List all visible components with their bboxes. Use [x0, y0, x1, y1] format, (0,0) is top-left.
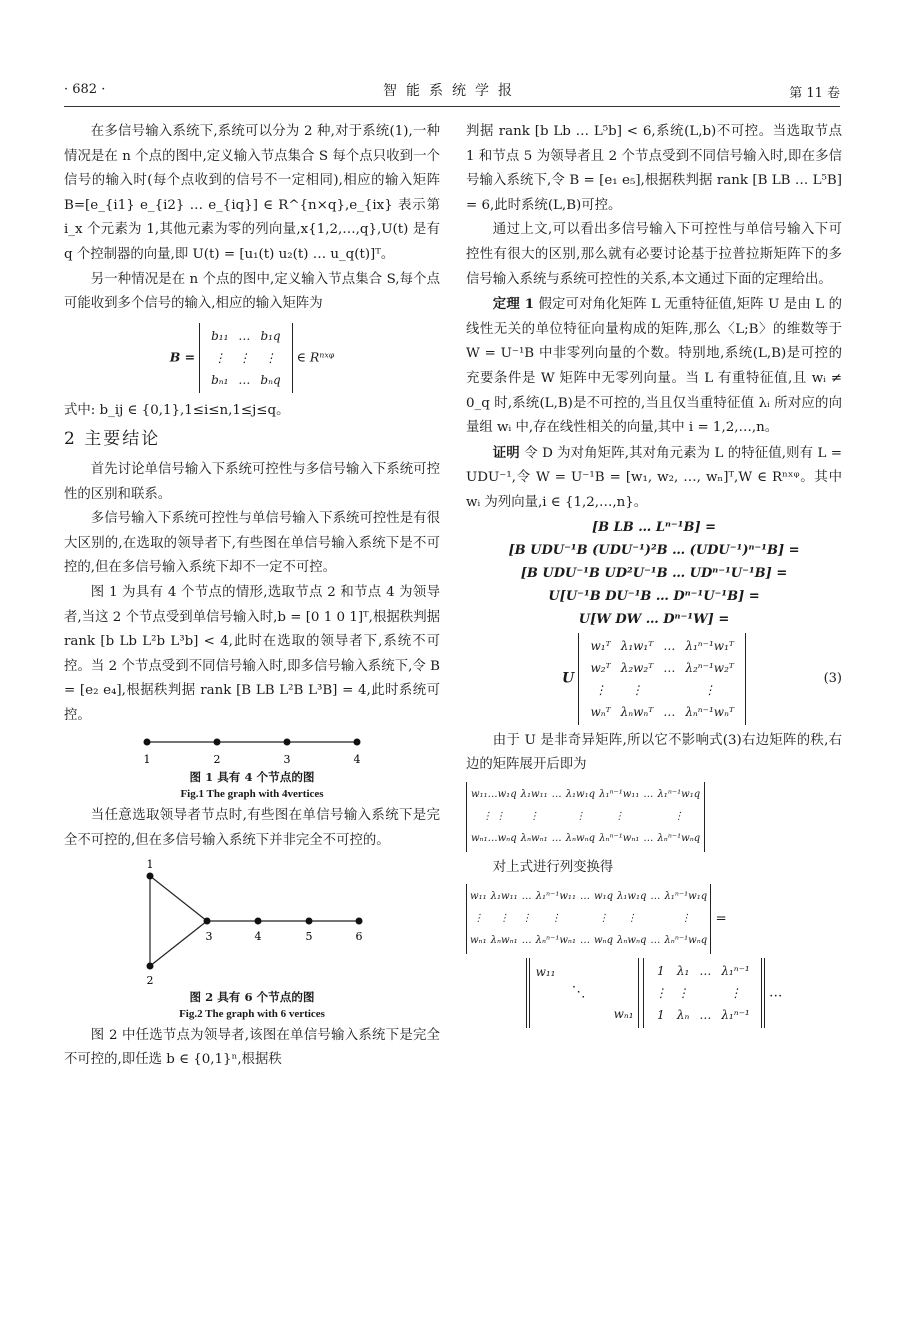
journal-title: 智能系统学报	[383, 83, 521, 99]
left-column	[64, 120, 440, 1073]
matrix-row	[206, 347, 286, 369]
matrix-cell: 1	[657, 1008, 665, 1023]
graph-node	[147, 962, 154, 969]
paragraph: 当任意选取领导者节点时,有些图在单信号输入系统下是完全不可控的,但在多信号输入系统下并非完全不可控的。	[64, 808, 440, 849]
matrix-cell: λ₁w₁₁	[490, 891, 518, 903]
matrix-cell: λ₁ⁿ⁻¹w₁ᵀ	[685, 638, 734, 653]
page-number: · 682 ·	[64, 82, 106, 97]
node-label: 2	[213, 753, 221, 767]
matrix-cell: ⋮	[614, 810, 625, 822]
matrix-row	[585, 657, 739, 679]
matrix-outer	[526, 958, 765, 1028]
matrix-row	[468, 930, 709, 952]
proof-label: 证明	[492, 444, 520, 461]
matrix-cell: λₙ	[676, 1008, 690, 1023]
diag-entry: w₁₁	[535, 965, 556, 980]
diag-entry: wₙ₁	[613, 1006, 634, 1021]
matrix-cell: λ₁ⁿ⁻¹	[721, 964, 750, 979]
graph-node	[144, 739, 151, 746]
matrix-cell: wₙ₁	[470, 935, 487, 947]
matrix-cell: ⋮	[473, 913, 484, 925]
matrix-row	[206, 369, 286, 391]
matrix-row	[206, 325, 286, 347]
page-header	[64, 78, 840, 104]
node-label: 5	[305, 929, 313, 943]
matrix-cell: …	[580, 935, 590, 947]
matrix-suffix: ∈ Rⁿˣᵠ	[296, 349, 335, 365]
matrix-cell	[641, 806, 655, 828]
paragraph: 判据 rank [b Lb … L⁵b] < 6,系统(L,b)不可控。当选取节点 1 和节点 5 为领导者且 2 个节点受到不同信号输入时,即在多信号输入系统下,令 B = [e₁ e₅],根据秩判据 rank [B LB … L⁵B] = 6,此时系统(L,B)可控。	[466, 124, 842, 213]
matrix-cell: λₙⁿ⁻¹wₙᵀ	[685, 704, 734, 719]
matrix-cell: ⋮	[677, 986, 690, 1001]
matrix-cell: …	[643, 832, 654, 844]
paragraph: 另一种情况是在 n 个点的图中,定义输入节点集合 S,每个点可能收到多个信号的输入,相应的输入矩阵为	[64, 271, 440, 312]
matrix-row	[650, 960, 755, 982]
matrix-suffix: =	[715, 911, 727, 927]
factored-matrix	[466, 958, 842, 1028]
equation-3	[466, 633, 842, 725]
matrix-cell: ⋮	[673, 810, 684, 822]
matrix-body	[199, 323, 293, 393]
column-transform-matrix	[466, 884, 842, 954]
paragraph: 首先讨论单信号输入下系统可控性与多信号输入下系统可控性的区别和联系。	[64, 461, 440, 502]
matrix-cell	[648, 908, 662, 930]
matrix-cell: ⋮	[575, 810, 586, 822]
equation-line: [B UDU⁻¹B UD²U⁻¹B … UDⁿ⁻¹U⁻¹B] =	[520, 565, 788, 581]
matrix-cell: λ₂w₂ᵀ	[620, 660, 654, 675]
matrix-cell: ⋮	[550, 913, 561, 925]
graph-node	[306, 917, 313, 924]
node-label: 4	[254, 929, 262, 943]
matrix-cell: ⋮	[238, 350, 251, 365]
matrix-cell: λₙⁿ⁻¹wₙq	[657, 832, 701, 844]
matrix-cell: …	[238, 372, 251, 387]
paragraph: 式中: b_ij ∈ {0,1},1≤i≤n,1≤j≤q。	[64, 402, 290, 418]
figure-caption: 图 1 具有 4 个节点的图	[189, 770, 315, 785]
matrix-cell: bₙ₁	[211, 372, 229, 387]
matrix-cell: …	[699, 1008, 712, 1023]
matrix-cell: bₙq	[260, 372, 281, 387]
matrix-cell: wₙq	[594, 935, 614, 947]
theorem-text: 假定可对角化矩阵 L 无重特征值,矩阵 U 是由 L 的线性无关的单位特征向量构成的矩阵,那么〈L;B〉的维数等于 W = U⁻¹B 中非零列向量的个数。特别地,系统(L,B)是可控的充要条件是 W 矩阵中无零列向量。当 L 有重特征值,且 wᵢ ≠ 0_q 时,系统(L,B)是不可控的,当且仅当重特征值 λᵢ 所对应的向量组 wᵢ 中,存在线性相关的向量,其中 i = 1,2,…,n。	[466, 297, 842, 436]
matrix-cell: w₁₁…w₁q	[471, 788, 517, 800]
equation-line: U[W DW … Dⁿ⁻¹W] =	[578, 611, 730, 627]
node-label: 3	[205, 929, 213, 943]
matrix-cell: λₙwₙ₁	[490, 935, 518, 947]
matrix-row	[469, 784, 702, 806]
paragraph: 在多信号输入系统下,系统可以分为 2 种,对于系统(1),一种情况是在 n 个点的图中,定义输入节点集合 S 每个点只收到一个信号的输入时(每个点收到的信号不一定相同),相应的输入矩阵 B=[e_{i1} e_{i2} … e_{iq}] ∈ R^{n×q},e_{ix} 表示第 i_x 个元素为 1,其他元素为零的列向量,x{1,2,…,q},U(t) 是有 q 个控制器的向量,即 U(t) = [u₁(t) u₂(t) … u_q(t)]ᵀ。	[64, 124, 440, 262]
node-label: 1	[146, 857, 154, 871]
paragraph: 图 1 为具有 4 个节点的情形,选取节点 2 和节点 4 为领导者,当这 2 个节点受到单信号输入时,b = [0 1 0 1]ᵀ,根据秩判据 rank [b Lb L²b L³b] < 4,此时在选取的领导者下,系统不可控。当 2 个节点受到不同信号输入时,即多信号输入系统下,令 B = [e₂ e₄],根据秩判据 rank [B LB L²B L³B] = 4,此时系统可控。	[64, 584, 440, 723]
matrix-label: B =	[169, 349, 196, 365]
matrix-cell: ⋮	[521, 913, 532, 925]
matrix-cell: λ₁w₁q	[617, 891, 647, 903]
paragraph: 图 2 中任选节点为领导者,该图在单信号输入系统下是完全不可控的,即任选 b ∈ {0,1}ⁿ,根据秩	[64, 1027, 440, 1068]
matrix-body	[466, 884, 711, 954]
matrix-row	[650, 982, 755, 1004]
matrix-cell: 1	[657, 964, 665, 979]
matrix-B	[64, 323, 440, 393]
paragraph: 通过上文,可以看出多信号输入下可控性与单信号输入下可控性有很大的区别,那么就有必要讨论基于拉普拉斯矩阵下的多信号输入系统与系统可控性的关系,本文通过下面的定理给出。	[466, 222, 842, 287]
matrix-cell: …	[663, 638, 676, 653]
expanded-matrix	[466, 782, 842, 852]
matrix-cell: …	[238, 328, 251, 343]
matrix-cell: …	[521, 891, 532, 903]
theorem-label: 定理 1	[492, 296, 535, 313]
matrix-row	[585, 679, 739, 701]
matrix-cell: λ₁ⁿ⁻¹w₁q	[657, 788, 701, 800]
matrix-cell: λ₁w₁ᵀ	[620, 638, 654, 653]
matrix-cell: w₁ᵀ	[590, 638, 611, 653]
equation-chain	[466, 516, 842, 631]
paragraph: 由于 U 是非奇异矩阵,所以它不影响式(3)右边矩阵的秩,右边的矩阵展开后即为	[466, 732, 842, 773]
section-title: 2 主要结论	[64, 429, 161, 450]
graph-node	[147, 872, 154, 879]
matrix-suffix: …	[769, 985, 783, 1001]
diag-dots: ⋱	[571, 984, 586, 1001]
matrix-cell: λ₁ⁿ⁻¹	[721, 1008, 750, 1023]
matrix-row	[468, 886, 709, 908]
equation-line: U[U⁻¹B DU⁻¹B … Dⁿ⁻¹U⁻¹B] =	[548, 588, 760, 604]
matrix-cell: λₙⁿ⁻¹wₙ₁	[599, 832, 640, 844]
matrix-prefix: U	[562, 670, 575, 687]
matrix-cell: λₙwₙq	[617, 935, 647, 947]
matrix-body	[466, 782, 705, 852]
matrix-row	[585, 635, 739, 657]
matrix-cell: ⋮	[594, 682, 607, 697]
matrix-cell: λₙⁿ⁻¹wₙq	[664, 935, 708, 947]
matrix-cell: w₁q	[594, 891, 613, 903]
equation-line: [B UDU⁻¹B (UDU⁻¹)²B … (UDU⁻¹)ⁿ⁻¹B] =	[508, 542, 800, 558]
matrix-cell: λₙwₙᵀ	[620, 704, 654, 719]
matrix-cell: λ₁w₁q	[565, 788, 596, 800]
matrix-cell	[578, 908, 592, 930]
figure-caption-en: Fig.1 The graph with 4vertices	[180, 788, 324, 801]
matrix-cell: wₙ₁…wₙq	[471, 832, 517, 844]
matrix-row	[468, 908, 709, 930]
figure-1-graph	[127, 732, 377, 768]
right-column	[466, 120, 842, 1032]
node-label: 1	[143, 753, 151, 767]
vandermonde-matrix	[643, 958, 762, 1028]
matrix-cell: λ₁w₁₁	[520, 788, 548, 800]
matrix-cell: w₂ᵀ	[590, 660, 611, 675]
figure-2-graph	[122, 858, 382, 988]
matrix-cell: ⋮	[631, 682, 643, 697]
matrix-cell	[550, 806, 564, 828]
graph-node	[354, 739, 361, 746]
equation-number: (3)	[823, 670, 842, 686]
header-rule	[64, 106, 840, 107]
theorem	[466, 292, 842, 441]
node-label: 2	[146, 973, 154, 987]
matrix-cell: …	[551, 788, 562, 800]
equation-line: [B LB … Lⁿ⁻¹B] =	[591, 519, 717, 535]
matrix-cell: ⋮	[264, 350, 277, 365]
matrix-cell: …	[551, 832, 562, 844]
matrix-cell: ⋮	[598, 913, 609, 925]
matrix-cell: …	[699, 964, 712, 979]
matrix-cell: …	[650, 891, 661, 903]
matrix-cell: λₙwₙq	[565, 832, 596, 844]
matrix-cell: w₁₁	[470, 891, 487, 903]
proof-text: 令 D 为对角矩阵,其对角元素为 L 的特征值,则有 L = UDU⁻¹,令 W = U⁻¹B = [w₁, w₂, …, wₙ]ᵀ,W ∈ Rⁿˣᵠ。其中 wᵢ 为列向量,i ∈ {1,2,…,n}。	[466, 445, 842, 510]
paragraph: 对上式进行列变换得	[492, 859, 614, 875]
matrix-cell: b₁₁	[211, 328, 229, 343]
matrix-cell: …	[521, 935, 532, 947]
graph-node	[284, 739, 291, 746]
matrix-cell: ⋮	[626, 913, 637, 925]
graph-node	[204, 917, 211, 924]
paragraph: 多信号输入下系统可控性与单信号输入下系统可控性是有很大区别的,在选取的领导者下,有些图在单信号输入系统下是不可控的,但在多信号输入系统下却不一定不可控。	[64, 511, 440, 576]
matrix-row	[585, 701, 739, 723]
matrix-cell: …	[643, 788, 654, 800]
matrix-body	[578, 633, 746, 725]
matrix-cell: λₙwₙ₁	[520, 832, 548, 844]
matrix-cell	[658, 679, 680, 701]
matrix-cell: …	[663, 704, 676, 719]
matrix-cell: λ₁	[676, 964, 690, 979]
matrix-cell: ⋮	[703, 682, 716, 697]
graph-node	[214, 739, 221, 746]
matrix-cell: λ₁ⁿ⁻¹w₁₁	[535, 891, 576, 903]
node-label: 6	[355, 929, 363, 943]
graph-node	[356, 917, 363, 924]
matrix-cell: λₙⁿ⁻¹wₙ₁	[535, 935, 576, 947]
matrix-cell: …	[650, 935, 661, 947]
volume-label: 第 11 卷	[789, 86, 840, 101]
matrix-cell: wₙᵀ	[590, 704, 611, 719]
matrix-row	[650, 1004, 755, 1026]
matrix-cell	[694, 982, 716, 1004]
figure-caption-en: Fig.2 The graph with 6 vertices	[179, 1007, 325, 1020]
matrix-cell: ⋮	[654, 986, 667, 1001]
matrix-cell: ⋮	[729, 986, 742, 1001]
figure-caption: 图 2 具有 6 个节点的图	[189, 989, 315, 1004]
matrix-cell: ⋮	[529, 810, 540, 822]
matrix-cell: ⋮	[213, 350, 226, 365]
matrix-cell: ⋮ ⋮	[482, 810, 506, 822]
matrix-cell: ⋮	[680, 913, 691, 925]
matrix-cell: b₁q	[260, 328, 281, 343]
matrix-cell: …	[663, 660, 676, 675]
node-label: 3	[283, 753, 291, 767]
matrix-cell: ⋮	[499, 913, 510, 925]
matrix-cell: λ₂ⁿ⁻¹w₂ᵀ	[685, 660, 734, 675]
matrix-row	[469, 828, 702, 850]
node-label: 4	[353, 753, 361, 767]
diagonal-matrix	[529, 958, 639, 1028]
proof	[466, 441, 842, 516]
graph-node	[255, 917, 262, 924]
matrix-cell: λ₁ⁿ⁻¹w₁q	[664, 891, 708, 903]
matrix-row	[469, 806, 702, 828]
matrix-cell: λ₁ⁿ⁻¹w₁₁	[599, 788, 640, 800]
matrix-cell: …	[580, 891, 590, 903]
